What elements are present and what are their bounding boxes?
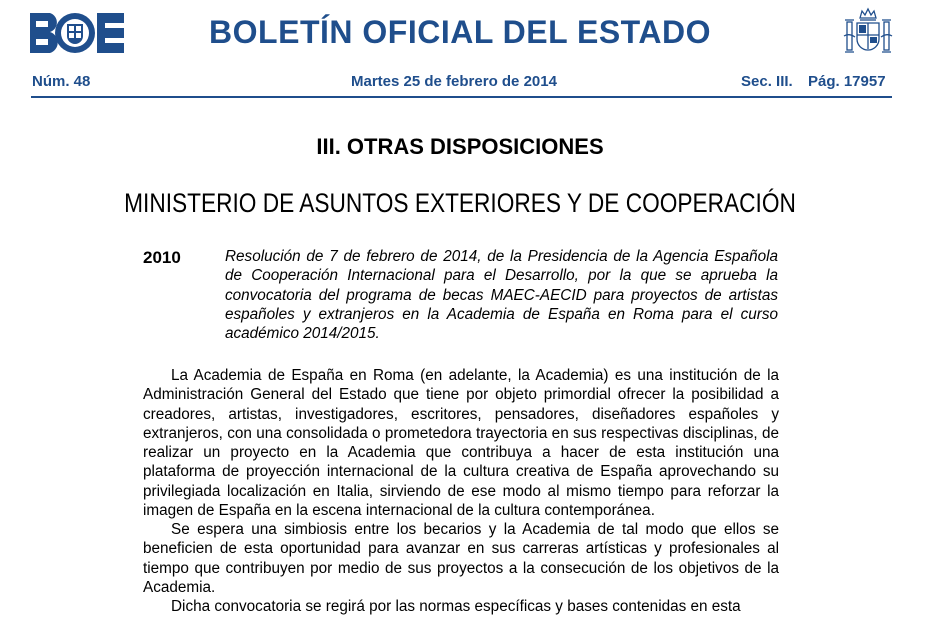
page-number: Pág. 17957	[808, 73, 886, 90]
ministry-heading: MINISTERIO DE ASUNTOS EXTERIORES Y DE COOPERACIÓN	[124, 188, 796, 218]
issue-number: Núm. 48	[32, 73, 91, 90]
body-paragraph: La Academia de España en Roma (en adelante, la Academia) es una institución de la Administración General del Estado que tiene por objeto primordial ofrecer la posibilidad a creadores, artistas, investigadores, escritores, pensadores, diseñadores españoles y extranjeros, con una consolidada o prometedora trayectoria en sus respectivas disciplinas, de realizar un proyecto en la Academia que contribuya a hacer de esta institución una plataforma de proyección internacional de la cultura creativa de España aprovechando su privilegiada localización en Italia, sirviendo de ese modo al mismo tiempo para reforzar la imagen de España en la escena internacional de la cultura contemporánea.	[143, 367, 779, 520]
coat-of-arms-icon	[843, 6, 893, 58]
disposition-number: 2010	[143, 248, 181, 267]
publication-date: Martes 25 de febrero de 2014	[351, 73, 557, 90]
section-title: III. OTRAS DISPOSICIONES	[316, 134, 604, 159]
body-paragraph: Se espera una simbiosis entre los becarios y la Academia de tal modo que ellos se beneficien de esta oportunidad para avanzar en sus carreras artísticas y profesionales al tiempo que contribuyen por medio de sus proyectos a la consecución de los objetivos de la Academia.	[143, 521, 779, 596]
resolution-summary: Resolución de 7 de febrero de 2014, de la Presidencia de la Agencia Española de Cooperación Internacional para el Desarrollo, por la que se aprueba la convocatoria del programa de becas MAEC-AECID para proyectos de artistas españoles y extranjeros en la Academia de España en Roma para el curso académico 2014/2015.	[225, 248, 778, 343]
header-divider	[31, 96, 892, 98]
section-number: Sec. III.	[741, 73, 793, 90]
body-paragraph: Dicha convocatoria se regirá por las normas específicas y bases contenidas en esta	[171, 598, 741, 615]
publication-title: BOLETÍN OFICIAL DEL ESTADO	[209, 14, 711, 50]
